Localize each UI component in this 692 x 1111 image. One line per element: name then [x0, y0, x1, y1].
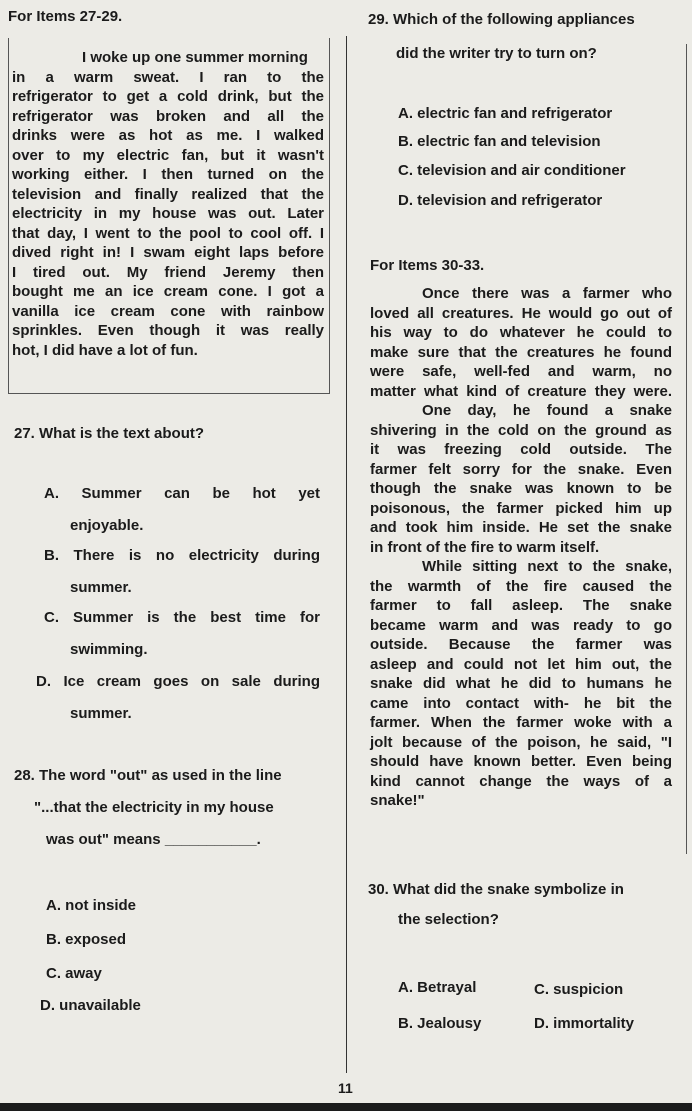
passage-2-line: came into contact with- he bit the	[370, 694, 672, 712]
passage-1-line: television and finally realized that the	[12, 185, 324, 203]
question-30-option-b[interactable]: B. Jealousy	[398, 1015, 482, 1032]
question-28-stem-line1: 28. The word "out" as used in the line	[14, 767, 282, 784]
passage-2-line: poisonous, the farmer picked him up	[370, 499, 672, 517]
question-27-option-d[interactable]	[36, 672, 320, 723]
passage-2-line: farmer. When the farmer woke with a	[370, 714, 672, 731]
passage-2-line: loved all creatures. He would go out of	[370, 304, 672, 322]
option-c-line1: C. Summer is the best time for	[44, 609, 320, 626]
passage-1-line: working either. I then turned on the	[12, 166, 324, 183]
question-28-stem-line2: "...that the electricity in my house	[34, 799, 274, 816]
question-30-stem-line2: the selection?	[398, 911, 499, 928]
passage-2-line: became warm and was ready to go	[370, 616, 672, 634]
passage-1-line: sprinkles. Even though it was really	[12, 322, 324, 339]
question-28-option-d[interactable]: D. unavailable	[40, 997, 141, 1014]
option-d-line2: summer.	[70, 704, 132, 722]
passage-1-line: refrigerator was broken and all the	[12, 107, 324, 125]
passage-1-line: refrigerator to get a cold drink, but the	[12, 88, 324, 105]
passage-1-line: over to my electric fan, but it wasn't	[12, 146, 324, 164]
passage-2-line: make sure that the creatures he found	[370, 343, 672, 361]
passage-1-line: in a warm sweat. I ran to the	[12, 68, 324, 86]
question-27-option-c[interactable]	[44, 608, 320, 659]
option-d-line1: D. Ice cream goes on sale during	[36, 673, 320, 690]
question-30-option-a[interactable]: A. Betrayal	[398, 979, 477, 996]
passage-2-line: his way to do whatever he could to	[370, 324, 672, 341]
items-27-29-header: For Items 27-29.	[8, 8, 123, 25]
option-c-line2: swimming.	[70, 640, 148, 658]
passage-2-line: it was freezing cold outside. The	[370, 441, 672, 458]
passage-1-line: I woke up one summer morning	[82, 49, 308, 66]
passage-2-line: and took him inside. He set the snake	[370, 519, 672, 536]
passage-2-line: snake did what he did to humans he	[370, 675, 672, 692]
passage-1-line: hot, I did have a lot of fun.	[12, 341, 198, 359]
passage-2-line: though the snake was known to be	[370, 480, 672, 497]
question-28-stem-line3: was out" means ___________.	[46, 831, 261, 848]
question-29-stem-line2: did the writer try to turn on?	[396, 45, 597, 62]
passage-2-line: While sitting next to the snake,	[422, 558, 672, 575]
passage-2-border	[686, 44, 687, 854]
question-30-option-d[interactable]: D. immortality	[534, 1015, 635, 1032]
passage-2-line: kind cannot change the ways of a	[370, 772, 672, 790]
page-number: 11	[338, 1080, 353, 1096]
passage-2-line: the warmth of the fire caused the	[370, 577, 672, 595]
passage-1-line: dived right in! I swam eight laps before	[12, 244, 324, 261]
passage-2-line: were safe, well-fed and warm, no	[370, 363, 672, 380]
passage-2-line: matter what kind of creature they were.	[370, 382, 672, 400]
passage-2-line: farmer felt sorry for the snake. Even	[370, 460, 672, 478]
question-27-option-a[interactable]	[44, 484, 320, 535]
question-27-stem: 27. What is the text about?	[14, 425, 205, 442]
passage-2-line: jolt because of the poison, he said, "I	[370, 733, 672, 751]
passage-2-line: farmer to fall asleep. The snake	[370, 597, 672, 614]
passage-2-line: Once there was a farmer who	[422, 285, 672, 302]
passage-1-line: drinks were as hot as me. I walked	[12, 127, 324, 144]
passage-1-line: I tired out. My friend Jeremy then	[12, 263, 324, 281]
column-divider	[346, 36, 347, 1073]
question-29-option-d[interactable]: D. television and refrigerator	[398, 192, 603, 209]
passage-2-line: One day, he found a snake	[422, 402, 672, 419]
passage-1-line: that day, I went to the pool to cool off. I	[12, 224, 324, 242]
passage-2-line: asleep and could not let him out, the	[370, 655, 672, 673]
passage-2-line: should have known better. Even being	[370, 753, 672, 770]
passage-1-line: vanilla ice cream cone with rainbow	[12, 302, 324, 320]
question-29-option-c[interactable]: C. television and air conditioner	[398, 162, 626, 179]
option-b-line2: summer.	[70, 578, 132, 596]
question-29-option-b[interactable]: B. electric fan and television	[398, 133, 601, 150]
option-a-line1: A. Summer can be hot yet	[44, 485, 320, 502]
passage-2-line: snake!"	[370, 792, 425, 809]
question-28-option-a[interactable]: A. not inside	[46, 897, 136, 914]
passage-1-line: electricity in my house was out. Later	[12, 205, 324, 222]
question-30-option-c[interactable]: C. suspicion	[534, 981, 624, 998]
question-28-option-c[interactable]: C. away	[46, 965, 102, 982]
passage-2	[370, 284, 672, 811]
passage-2-line: shivering in the cold on the ground as	[370, 421, 672, 439]
items-30-33-header: For Items 30-33.	[370, 257, 485, 274]
passage-1	[12, 48, 324, 360]
bottom-edge	[0, 1103, 692, 1111]
passage-2-line: in front of the fire to warm itself.	[370, 538, 600, 556]
question-29-stem-line1: 29. Which of the following appliances	[368, 11, 635, 28]
question-27-option-b[interactable]	[44, 546, 320, 597]
question-29-option-a[interactable]: A. electric fan and refrigerator	[398, 105, 613, 122]
option-b-line1: B. There is no electricity during	[44, 547, 320, 564]
question-28-option-b[interactable]: B. exposed	[46, 931, 127, 948]
passage-2-line: outside. Because the farmer was	[370, 636, 672, 653]
passage-1-line: bought me an ice cream cone. I got a	[12, 283, 324, 300]
question-30-stem-line1: 30. What did the snake symbolize in	[368, 881, 624, 898]
option-a-line2: enjoyable.	[70, 516, 144, 534]
